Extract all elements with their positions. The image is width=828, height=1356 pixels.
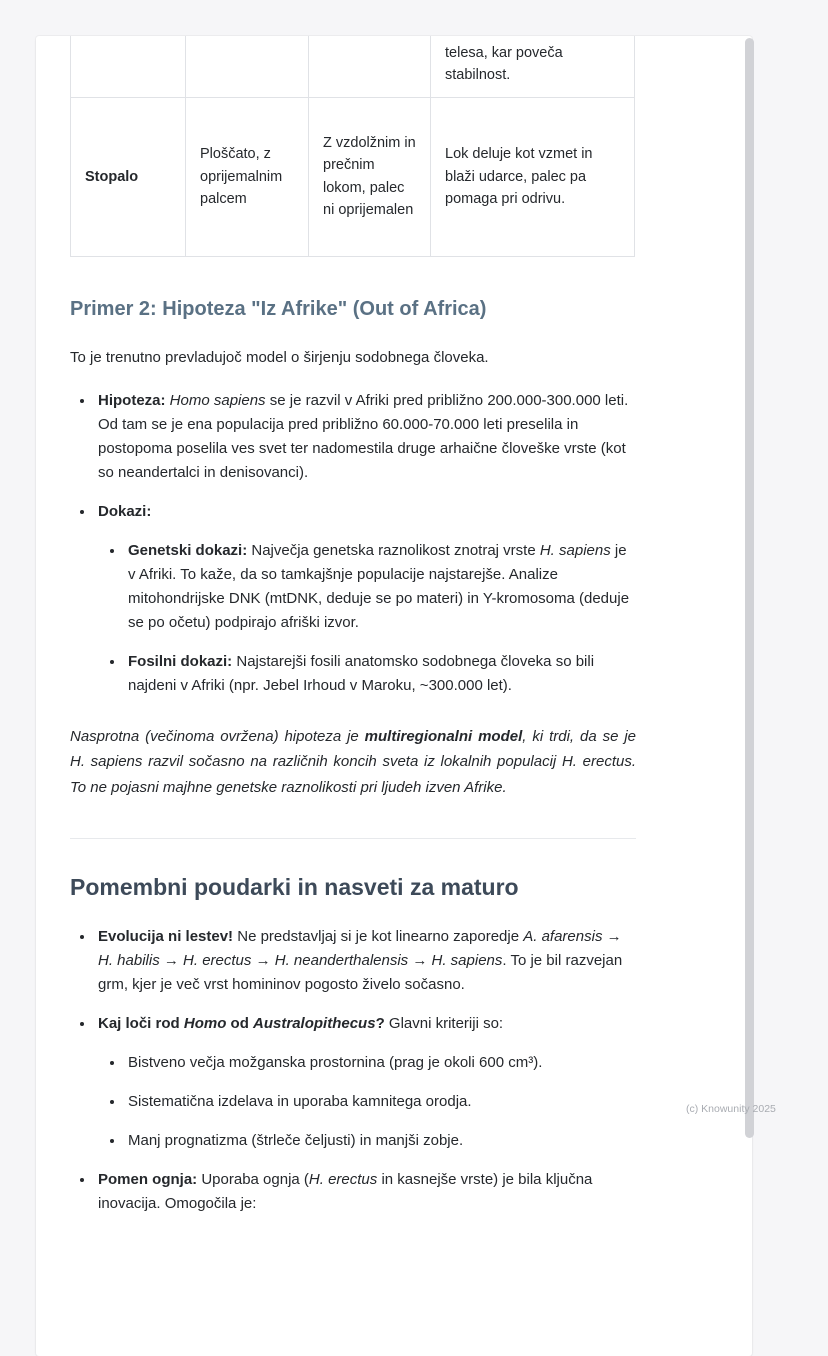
- text-segment: Največja genetska raznolikost znotraj vrste: [251, 541, 536, 559]
- text-segment: Uporaba ognja (: [201, 1171, 309, 1189]
- page-content: [70, 36, 636, 1216]
- text-segment: Ne predstavljaj si je kot linearno zaporedje: [237, 928, 520, 946]
- text-segment: , ki trdi, da se je H. sapiens razvil sočasno na različnih koncih sveta iz lokalnih populacij H. erectus. To ne pojasni majhne genetske raznolikosti pri ljudeh izven Afrike.: [70, 727, 636, 796]
- species-name: A. afarensis: [523, 928, 603, 946]
- bold-label: Hipoteza:: [98, 391, 166, 409]
- list-item-kriterij: [125, 1090, 636, 1114]
- arrow-glyph: →: [163, 952, 179, 970]
- species-name: H. neanderthalensis: [274, 952, 409, 970]
- comparison-table: [70, 36, 635, 257]
- species-name: H. erectus: [183, 952, 252, 970]
- table-row: [71, 36, 635, 97]
- genus-name: Australopithecus: [253, 1015, 376, 1033]
- arrow-glyph: →: [412, 952, 428, 970]
- table-cell: telesa, kar poveča stabilnost.: [431, 36, 635, 97]
- bold-label: ?: [375, 1015, 385, 1033]
- list-item-kriterij: [125, 1129, 636, 1153]
- list-item-pomen-ognja: [95, 1168, 636, 1216]
- text-segment: je v Afriki. To kaže, da so tamkajšnje populacije najstarejše. Analize mitohondrijske DNK (mtDNK, deduje se po materi) in Y-kromosoma (deduje se po očetu) podpirajo afriški izvor.: [128, 541, 630, 631]
- arrow-glyph: →: [255, 952, 271, 970]
- section-heading-poudarki: Pomembni poudarki in nasveti za maturo: [70, 874, 519, 901]
- species-name: Homo sapiens: [169, 391, 266, 409]
- species-name: H. habilis: [98, 952, 160, 970]
- list-item-genetski-dokazi: [125, 539, 636, 635]
- text-segment: Glavni kriteriji so:: [388, 1015, 504, 1033]
- genus-name: Homo: [183, 1015, 227, 1033]
- nested-bullet-list: [98, 539, 636, 698]
- table-cell: Z vzdolžnim in prečnim lokom, palec ni oprijemalen: [309, 97, 431, 256]
- list-item-evolucija: [95, 925, 636, 997]
- list-item-kriterij: [125, 1051, 636, 1075]
- table-cell: [71, 36, 186, 97]
- bullet-list-poudarki: [70, 925, 636, 1216]
- bold-label: od: [230, 1015, 249, 1033]
- section-heading-primer2: Primer 2: Hipoteza "Iz Afrike" (Out of Africa): [70, 297, 487, 320]
- text-segment: . To je bil razvejan grm, kjer je več vrst homininov pogosto živelo sočasno.: [98, 952, 623, 994]
- table-row: [71, 97, 635, 256]
- table-cell: Ploščato, z oprijemalnim palcem: [186, 97, 309, 256]
- text-segment: Nasprotna (večinoma ovržena) hipoteza je: [70, 727, 359, 745]
- bold-label: Evolucija ni lestev!: [98, 928, 234, 946]
- nested-bullet-list-kriteriji: [98, 1051, 636, 1153]
- bold-label: Genetski dokazi:: [128, 541, 248, 559]
- section-divider: [70, 838, 636, 839]
- species-name: H. sapiens: [539, 541, 611, 559]
- text-segment: in kasnejše vrste) je bila ključna inovacija. Omogočila je:: [98, 1171, 593, 1213]
- note-paragraph: [70, 724, 636, 801]
- species-name: H. sapiens: [431, 952, 503, 970]
- bold-label: Pomen ognja:: [98, 1171, 198, 1189]
- watermark: (c) Knowunity 2025: [686, 1103, 776, 1115]
- emphasized-term: multiregionalni model: [364, 727, 523, 745]
- table-cell: Stopalo: [71, 97, 186, 256]
- intro-paragraph: To je trenutno prevladujoč model o širjenju sodobnega človeka.: [70, 348, 489, 366]
- text-segment: Najstarejši fosili anatomsko sodobnega človeka so bili najdeni v Afriki (npr. Jebel Irhoud v Maroku, ~300.000 let).: [128, 652, 595, 694]
- list-item-kaj-loci: [95, 1012, 636, 1153]
- species-name: H. erectus: [308, 1171, 378, 1189]
- bullet-list-hipoteza: [70, 389, 636, 698]
- scrollbar[interactable]: [745, 38, 754, 1138]
- document-page: [36, 36, 752, 1356]
- bold-label: Kaj loči rod: [98, 1015, 180, 1033]
- text-segment: Manj prognatizma (štrleče čeljusti) in manjši zobje.: [128, 1132, 464, 1150]
- list-item-hipoteza: [95, 389, 636, 485]
- list-item-fosilni-dokazi: [125, 650, 636, 698]
- table-cell: [186, 36, 309, 97]
- table-cell: Lok deluje kot vzmet in blaži udarce, palec pa pomaga pri odrivu.: [431, 97, 635, 256]
- table-cell: [309, 36, 431, 97]
- text-segment: Bistveno večja možganska prostornina (prag je okoli 600 cm³).: [128, 1054, 543, 1072]
- text-segment: Sistematična izdelava in uporaba kamnitega orodja.: [128, 1093, 472, 1111]
- arrow-glyph: →: [606, 928, 622, 946]
- bold-label: Dokazi:: [98, 502, 152, 520]
- bold-label: Fosilni dokazi:: [128, 652, 233, 670]
- list-item-dokazi: [95, 500, 636, 698]
- text-segment: se je razvil v Afriki pred približno 200.000-300.000 leti. Od tam se je ena populacija pred približno 60.000-70.000 leti preselila in postopoma poselila ves svet ter nadomestila druge arhaične človeške vrste (kot so neandertalci in denisovanci).: [98, 391, 629, 481]
